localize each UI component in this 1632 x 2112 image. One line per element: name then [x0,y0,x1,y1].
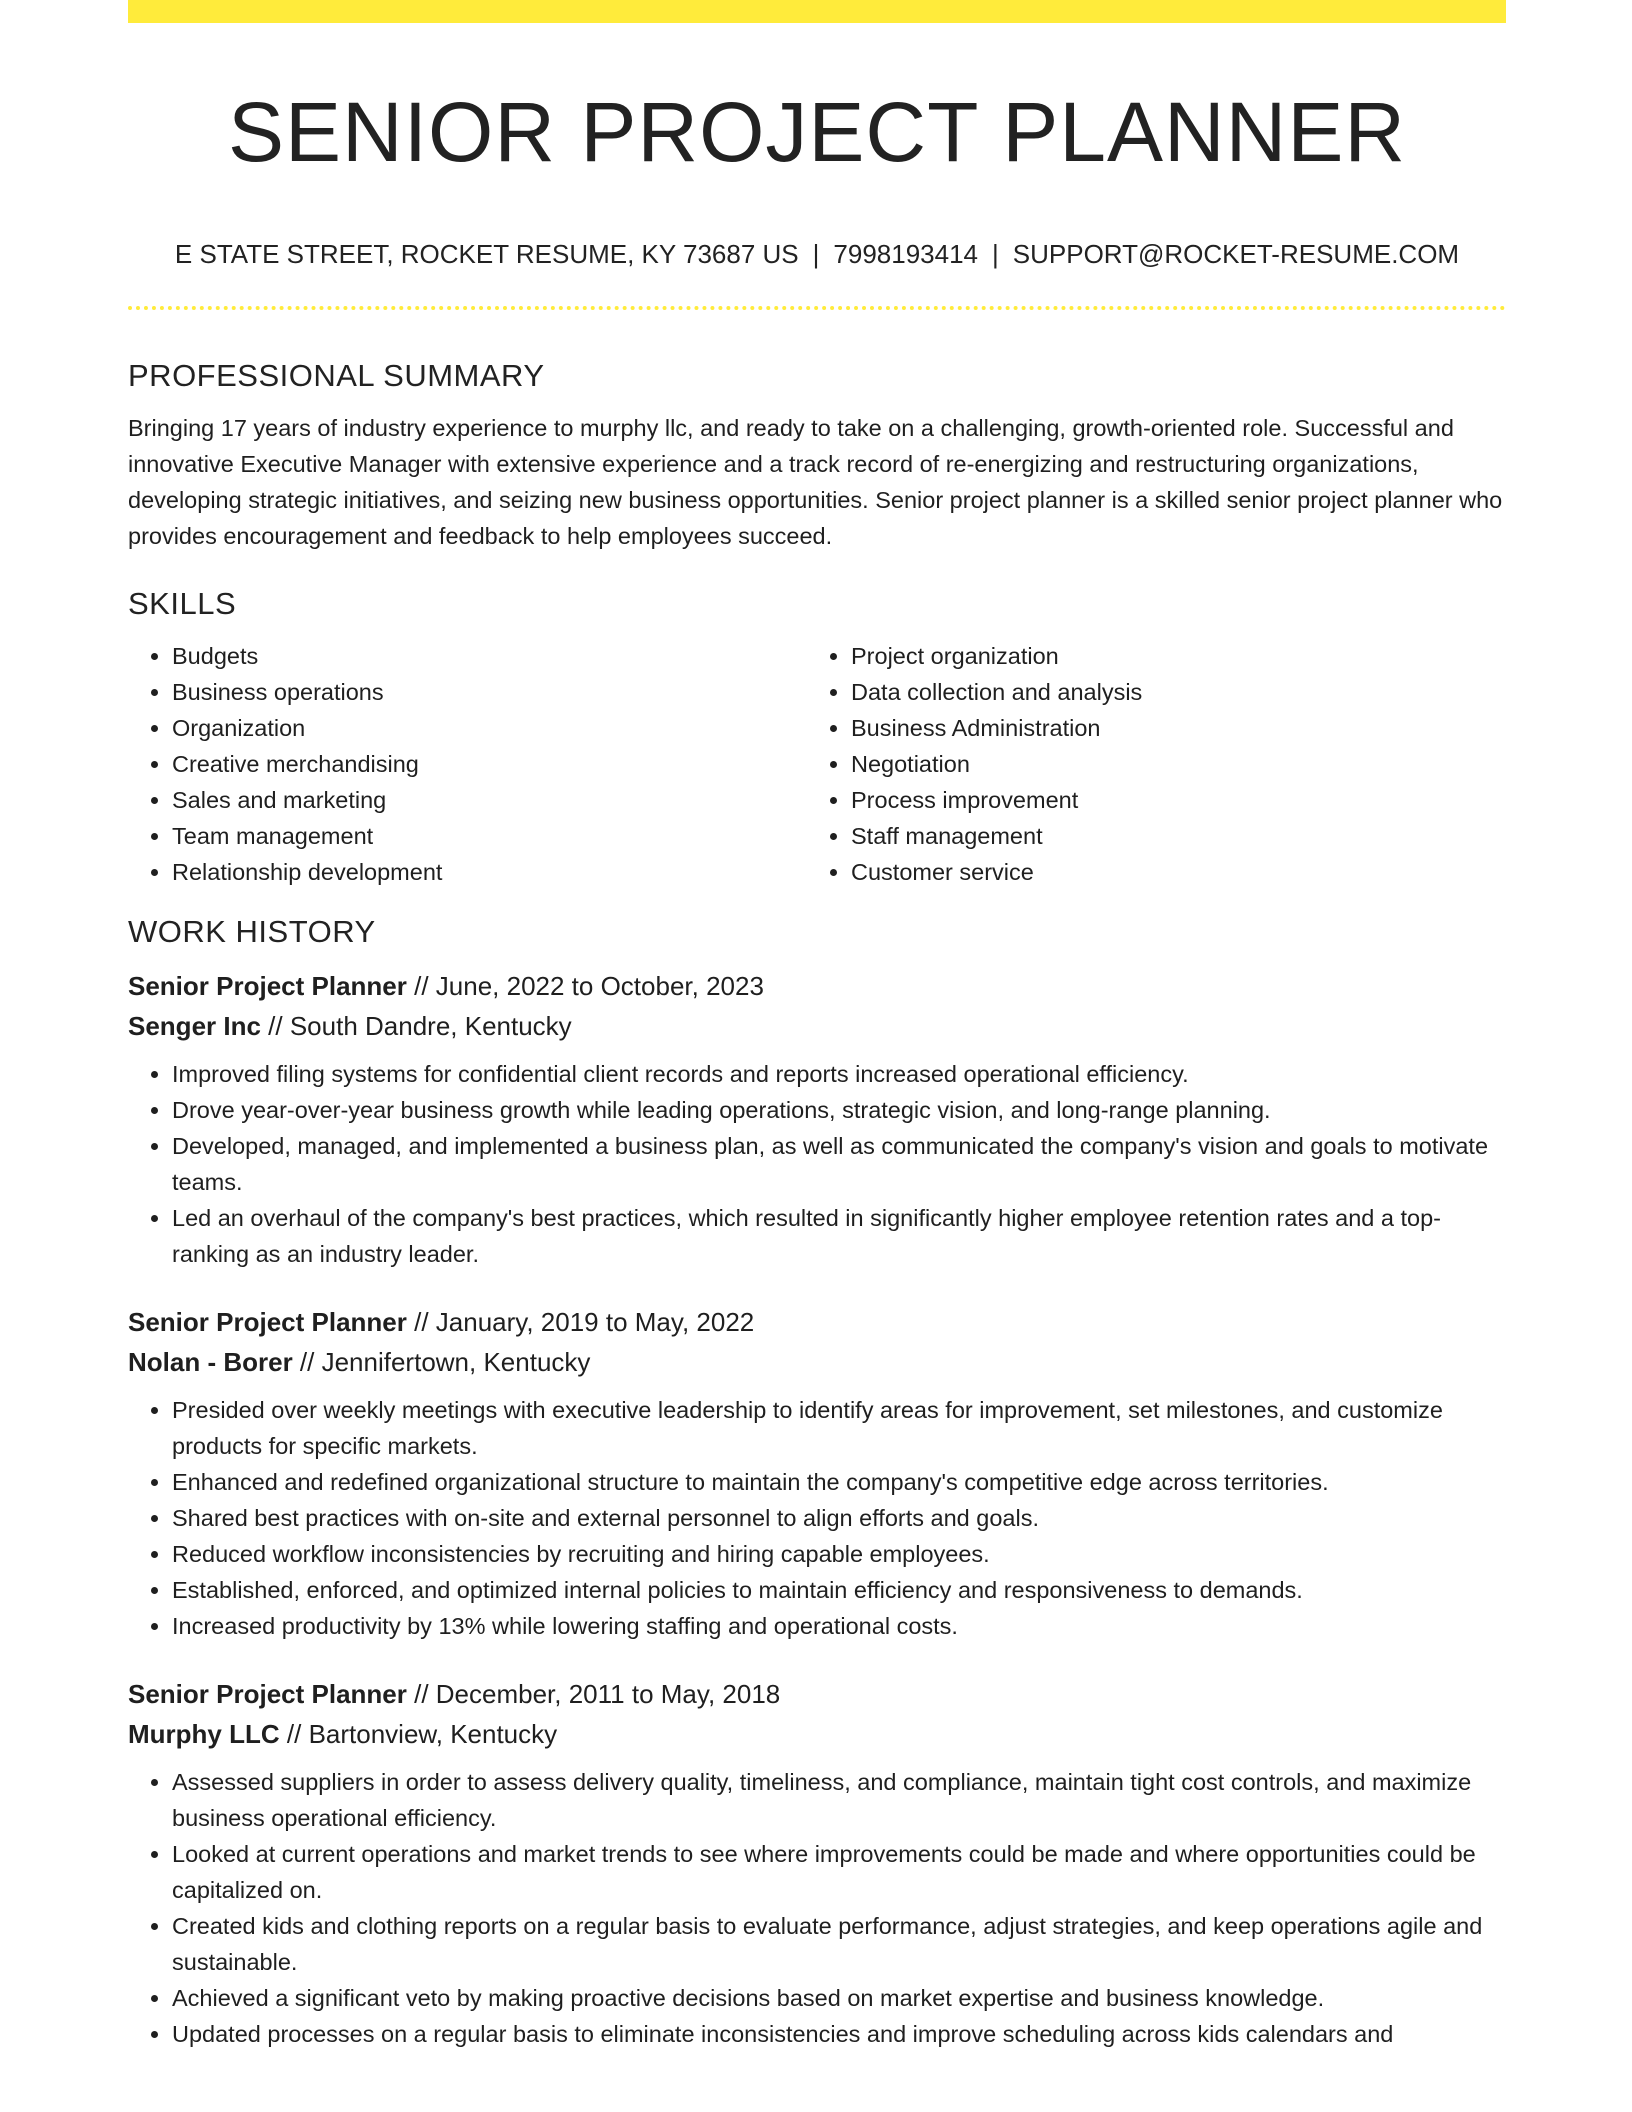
duty-item: • Assessed suppliers in order to assess delivery quality, timeliness, and compliance, maintain tight cost controls, and maximize business operational efficiency. [172,1764,1506,1836]
duty-item: • Created kids and clothing reports on a regular basis to evaluate performance, adjust strategies, and keep operations agile and sustainable. [172,1908,1506,1980]
duty-item: • Developed, managed, and implemented a business plan, as well as communicated the company's vision and goals to motivate teams. [172,1128,1506,1200]
job-location: Jennifertown, Kentucky [321,1347,591,1377]
job-location: Bartonview, Kentucky [308,1719,558,1749]
skills-list-left [128,638,807,890]
job-role: Senior Project Planner [128,1679,407,1709]
skill-item: • Process improvement [851,782,1486,818]
job-role-line [128,966,1506,1006]
contact-separator: | [992,239,999,269]
resume-body [128,350,1506,2082]
skill-item: • Data collection and analysis [851,674,1486,710]
duty-item: • Updated processes on a regular basis to eliminate inconsistencies and improve scheduling across kids calendars and [172,2016,1506,2052]
accent-bar [128,0,1506,23]
job-role-line [128,1302,1506,1342]
job-company: Senger Inc [128,1011,261,1041]
resume-page [128,0,1506,2112]
duty-item: • Drove year-over-year business growth while leading operations, strategic vision, and long-range planning. [172,1092,1506,1128]
skill-item: • Creative merchandising [172,746,807,782]
divider [128,306,1506,310]
skill-item: • Budgets [172,638,807,674]
job-duties [128,1392,1506,1644]
job-company-line [128,1714,1506,1754]
job-duties [128,1764,1506,2052]
job-separator: // [292,1347,322,1377]
job-role-line [128,1674,1506,1714]
skill-item: • Staff management [851,818,1486,854]
job-entry [128,1674,1506,2052]
work-history-section [128,906,1506,2052]
summary-section [128,350,1506,554]
job-dates: June, 2022 to October, 2023 [435,971,764,1001]
job-entry [128,1302,1506,1644]
skill-item: • Negotiation [851,746,1486,782]
skill-item: • Sales and marketing [172,782,807,818]
job-separator: // [406,971,436,1001]
skill-item: • Business operations [172,674,807,710]
job-location: South Dandre, Kentucky [289,1011,572,1041]
duty-item: • Improved filing systems for confidential client records and reports increased operational efficiency. [172,1056,1506,1092]
resume-title: SENIOR PROJECT PLANNER [227,85,1407,179]
skill-item: • Organization [172,710,807,746]
duty-item: • Increased productivity by 13% while lowering staffing and operational costs. [172,1608,1506,1644]
duty-item: • Reduced workflow inconsistencies by recruiting and hiring capable employees. [172,1536,1506,1572]
job-entry [128,966,1506,1272]
skills-section [128,578,1506,890]
contact-address: E STATE STREET, ROCKET RESUME, KY 73687 US [174,239,799,269]
duty-item: • Enhanced and redefined organizational structure to maintain the company's competitive edge across territories. [172,1464,1506,1500]
summary-heading: PROFESSIONAL SUMMARY [128,358,545,393]
duty-item: • Led an overhaul of the company's best practices, which resulted in significantly higher employee retention rates and a top-ranking as an industry leader. [172,1200,1506,1272]
job-role: Senior Project Planner [128,971,407,1001]
job-company-line [128,1342,1506,1382]
job-dates: January, 2019 to May, 2022 [435,1307,755,1337]
job-company: Murphy LLC [128,1719,280,1749]
work-history-heading: WORK HISTORY [128,914,376,949]
skill-item: • Business Administration [851,710,1486,746]
job-separator: // [279,1719,309,1749]
skill-item: • Team management [172,818,807,854]
job-separator: // [260,1011,290,1041]
job-duties [128,1056,1506,1272]
duty-item: • Looked at current operations and market trends to see where improvements could be made and where opportunities could be capitalized on. [172,1836,1506,1908]
contact-line [128,236,1506,272]
duty-item: • Established, enforced, and optimized internal policies to maintain efficiency and responsiveness to demands. [172,1572,1506,1608]
contact-email: SUPPORT@ROCKET-RESUME.COM [1012,239,1460,269]
skill-item: • Customer service [851,854,1486,890]
skill-item: • Relationship development [172,854,807,890]
skills-columns [128,638,1506,890]
skills-heading: SKILLS [128,586,237,621]
contact-phone: 7998193414 [833,239,979,269]
skills-list-right [807,638,1486,890]
duty-item: • Shared best practices with on-site and external personnel to align efforts and goals. [172,1500,1506,1536]
job-separator: // [406,1307,436,1337]
job-company: Nolan - Borer [128,1347,293,1377]
contact-separator: | [812,239,820,269]
summary-text: Bringing 17 years of industry experience to murphy llc, and ready to take on a challenging, growth-oriented role. Successful and innovative Executive Manager with extensive experience and a track record of re-energizing and restructuring organizations, developing strategic initiatives, and seizing new business opportunities. Senior project planner is a skilled senior project planner who provides encouragement and feedback to help employees succeed. [128,415,1503,549]
skill-item: • Project organization [851,638,1486,674]
job-separator: // [406,1679,436,1709]
job-role: Senior Project Planner [128,1307,407,1337]
duty-item: • Presided over weekly meetings with executive leadership to identify areas for improvement, set milestones, and customize products for specific markets. [172,1392,1506,1464]
job-company-line [128,1006,1506,1046]
job-dates: December, 2011 to May, 2018 [435,1679,781,1709]
duty-item: • Achieved a significant veto by making proactive decisions based on market expertise and business knowledge. [172,1980,1506,2016]
